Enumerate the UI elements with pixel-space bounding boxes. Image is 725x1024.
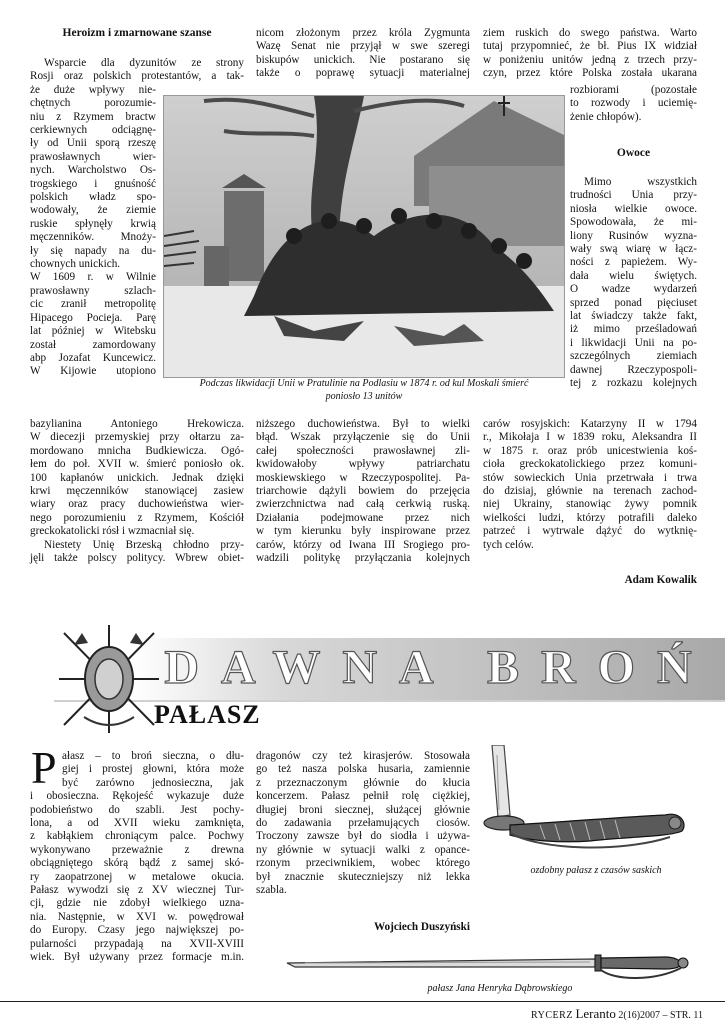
text-line: wodowały, że ziemie xyxy=(30,204,156,217)
text-line: czyn, przez które Polska została ukarana xyxy=(483,67,697,80)
text-line: wały swą wiarę w łącz- xyxy=(570,243,697,256)
text-line: rzonym przeciwnikiem, wobec którego xyxy=(256,857,470,870)
dabrowski-palasz-caption: pałasz Jana Henryka Dąbrowskiego xyxy=(427,983,573,994)
text-line: wiary oraz pracy duchowieństwa wier- xyxy=(30,498,244,511)
text-line: pularności przypadają na XVII-XVIII xyxy=(30,937,244,950)
text-line: niosła wielkie owoce. xyxy=(570,202,697,215)
text-line: że duże wpływy nie- xyxy=(30,83,156,96)
text-line: Działania podejmowane przez nich xyxy=(256,511,470,524)
article1-column1-top xyxy=(30,57,244,84)
text-line: r., Mikołaja I w 1839 roku, Aleksandra II xyxy=(483,431,697,444)
text-line: do zadawania przełamujących ciosów. xyxy=(256,817,470,830)
text-line: chownych unickich. xyxy=(30,258,121,271)
banner-subtitle: PAŁASZ xyxy=(154,700,261,729)
text-line: dała wielu świętych. xyxy=(570,269,697,282)
text-line: prawosławny szlach- xyxy=(30,284,156,297)
text-line: mordowano mnicha Budkiewicza. Ogó- xyxy=(30,444,244,457)
text-line: do dzisiaj, głównie na terenach zachod- xyxy=(483,485,697,498)
saxon-palasz-illustration xyxy=(470,745,700,860)
text-line: krwi męczenników stanowiącej zasiew xyxy=(30,485,244,498)
text-line: długiej broni siecznej, służącej głównie xyxy=(256,803,470,816)
article2-column1 xyxy=(30,790,244,964)
text-line: był znacznie skuteczniejszy niż lekka xyxy=(256,870,470,883)
text-line: iż mimo prześladowań xyxy=(570,323,697,336)
text-line: ry zaopatrzonej w metalowe okucia. xyxy=(30,870,244,883)
drop-cap-letter: P xyxy=(31,742,57,793)
article1-column1-bottom xyxy=(30,418,244,565)
text-line: triarchowie dążyli bowiem do przejęcia xyxy=(256,485,470,498)
text-line: w tym kierunku były inspirowane przez xyxy=(256,525,470,538)
text-line: w poniżeniu unitów jedną z trzech przy- xyxy=(483,53,697,66)
text-line: niższego duchowieństwa. Był to wielki xyxy=(256,418,470,430)
text-line: ły się napady na du- xyxy=(30,244,156,257)
footer-prefix: RYCERZ xyxy=(531,1010,573,1021)
text-line: szczególnych ziemiach xyxy=(570,350,697,363)
text-line: ałasz – to broń sieczna, o dłu- xyxy=(62,750,244,762)
text-line: całej społeczności prawosławnej zli- xyxy=(256,444,470,457)
footer-issue: 2(16)2007 – STR. 11 xyxy=(618,1010,703,1021)
text-line: prawosławnych wier- xyxy=(30,150,156,163)
author-signature: Adam Kowalik xyxy=(624,574,697,586)
text-line: nego porozumieniu z Rzymem, Kościół xyxy=(30,511,244,524)
text-line: carów, którzy od Iwana III Srogiego pro- xyxy=(256,538,470,551)
text-line: ności z papieżem. Wy- xyxy=(570,256,697,269)
text-line: dragonów czy też kirasjerów. Stosowała xyxy=(256,750,470,762)
text-line: lat później w Witebsku xyxy=(30,325,156,338)
article1-column2-top xyxy=(256,27,470,81)
text-line: 100 kapłanów unickich. Jednak dzięki xyxy=(30,471,244,484)
article2-column2 xyxy=(256,750,470,897)
text-line: wadzili politykę przyłączania kolejnych xyxy=(256,552,470,565)
text-line: lat świadczy także fakt, xyxy=(570,310,697,323)
painting-sketch xyxy=(164,96,565,378)
text-line: wiek. Był używany przez formacje m.in. xyxy=(30,951,244,964)
text-line: niu z Rzymem bractw xyxy=(30,110,156,123)
crossed-weapons-emblem-icon xyxy=(54,625,164,733)
text-line: koncerzem. Pałasz pełnił rolę ciężkiej, xyxy=(256,790,470,803)
text-line: sprzed ponad pięciuset xyxy=(570,296,697,309)
section-subheading: Owoce xyxy=(616,147,651,159)
text-line: carów rosyjskich: Katarzyny II w 1794 xyxy=(483,418,697,430)
text-line: dawnej Rzeczypospoli- xyxy=(570,363,697,376)
text-line: greckokatolicki rósł i wzmacniał się. xyxy=(30,525,195,538)
text-line: tej z rozkazu kolejnych xyxy=(570,377,697,390)
text-line: nia. Następnie, w XVI w. powędrował xyxy=(30,910,244,923)
text-line: jęli także polscy politycy. Wbrew obiet- xyxy=(30,552,244,565)
text-line: łem do poł. XVII w. śmierć poniosło ok. xyxy=(30,458,244,471)
text-line: O wadze wydarzeń xyxy=(570,283,697,296)
text-line: cji, gdzie nie zdobył wielkiego uzna- xyxy=(30,897,244,910)
text-line: wielkości ludzi, którzy potrafili daleko xyxy=(483,511,697,524)
text-line: Rosji oraz polskich protestantów, a tak- xyxy=(30,70,244,83)
text-line: Troczony zawsze był do siodła i używa- xyxy=(256,830,470,843)
text-line: trogskiego i gnuśność xyxy=(30,177,156,190)
text-line: z kabłąkiem chroniącym palce. Pochwy xyxy=(30,830,244,843)
article1-column3-bottom xyxy=(483,418,697,552)
article1-column3-right xyxy=(570,84,697,124)
text-line: abp Jozafat Kuncewicz. xyxy=(30,351,156,364)
caption-line: poniosło 13 unitów xyxy=(325,390,403,402)
text-line: to rozwody i uciemię- xyxy=(570,97,697,110)
text-line: szabla. xyxy=(256,884,287,897)
text-line: bazylianina Antoniego Hrekowicza. xyxy=(30,418,244,430)
painting-caption xyxy=(163,378,565,403)
text-line: Hipacego Pocieja. Parę xyxy=(30,311,156,324)
pratulin-martyrs-painting xyxy=(163,95,565,378)
text-line: Mimo wszystkich xyxy=(584,176,697,188)
text-line: tutaj przypomnieć, że bł. Pius IX widział xyxy=(483,40,697,53)
text-line: W diecezji przemyskiej przy ołtarzu za- xyxy=(30,431,244,444)
text-line: Pałasz wywodzi się z XV wiecznej Tur- xyxy=(30,884,244,897)
text-line: liony Rusinów wyzna- xyxy=(570,229,697,242)
text-line: i obosieczna. Rękojeść wykazuje duże xyxy=(30,790,244,803)
text-line: moskiewskiego w Rzeczypospolitej. Pa- xyxy=(256,471,470,484)
article2-column1-dropcap-lines xyxy=(62,750,244,790)
article1-column1-narrow xyxy=(30,84,156,379)
text-line: kwidowałoby wpływy patriarchatu xyxy=(256,458,470,471)
article-heading: Heroizm i zmarnowane szanse xyxy=(62,27,212,39)
text-line: wykonywano przeważnie z drewna xyxy=(30,843,244,856)
text-line: został zamordowany xyxy=(30,338,156,351)
article1-column2-bottom xyxy=(256,418,470,565)
text-line: i likwidacji Unii na po- xyxy=(570,336,697,349)
text-line: lona, a od XVII wieku zamknięta, xyxy=(30,817,244,829)
text-line: żenie chłopów). xyxy=(570,110,642,123)
text-line: także o poprawę sytuacji materialnej xyxy=(256,67,470,80)
text-line: nicom złożonym przez króla Zygmunta xyxy=(256,27,470,39)
page-footer xyxy=(531,1006,703,1022)
text-line: zwierzchnictwa nad całą cerkwią ruską. xyxy=(256,498,470,511)
text-line: podobieństwo do szabli. Jest pochy- xyxy=(30,803,244,816)
text-line: ny głównie w sytuacji walki z opance- xyxy=(256,843,470,856)
text-line: Wsparcie dla dyzunitów ze strony xyxy=(44,57,244,69)
text-line: błąd. Wszak przyłączenie się do Unii xyxy=(256,431,470,444)
text-line: Spowodowała, że mi- xyxy=(570,216,697,229)
text-line: nych. Warcholstwo Os- xyxy=(30,164,156,177)
banner-title: DAWNA BROŃ xyxy=(164,641,714,694)
saxon-palasz-caption: ozdobny pałasz z czasów saskich xyxy=(530,865,662,876)
text-line: rozbiorami (pozostałe xyxy=(570,84,697,96)
text-line: cic zranił metropolitę xyxy=(30,298,156,311)
text-line: ziem ruskich do swego państwa. Warto xyxy=(483,27,697,39)
text-line: biskupów unickich. Nie postarano się xyxy=(256,53,470,66)
text-line: cioła greckokatolickiego przez komuni- xyxy=(483,458,697,471)
text-line: Wazę Senat nie przyjął w swe szeregi xyxy=(256,40,470,53)
text-line: ły od Unii sporą rzeszę xyxy=(30,137,156,150)
text-line: niej Ukrainy, stanowiąc żywy pomnik xyxy=(483,498,697,511)
caption-line: Podczas likwidacji Unii w Pratulinie na Podlasiu w 1874 r. od kul Moskali śmierć xyxy=(199,378,529,389)
text-line: z przeznaczonym głównie do kłucia xyxy=(256,776,470,789)
text-line: być zarówno jednosieczna, jak xyxy=(62,776,244,789)
text-line: stów sowieckich Unia przetrwała i trwa xyxy=(483,471,697,484)
text-line: chętnych porozumie- xyxy=(30,97,156,110)
text-line: W 1609 r. w Wilnie xyxy=(30,271,156,284)
text-line: giej i prostej głowni, która może xyxy=(62,763,244,776)
text-line: męczenników. Mnoży- xyxy=(30,231,156,244)
text-line: do Europy. Czasy jego największej po- xyxy=(30,924,244,937)
text-line: W Kijowie utopiono xyxy=(30,365,156,378)
text-line: cerkiewnych odciągnę- xyxy=(30,124,156,137)
text-line: w 1875 r. oraz prób unicestwienia koś- xyxy=(483,444,697,457)
footer-brand: Leranto xyxy=(575,1006,616,1021)
text-line: patrzeć i wytrwale dążyć do wytknię- xyxy=(483,525,697,538)
section-banner xyxy=(54,625,725,733)
text-line: trudności Unia przy- xyxy=(570,189,697,202)
text-line: polskich władz spo- xyxy=(30,191,156,204)
author-signature: Wojciech Duszyński xyxy=(373,921,470,933)
article1-column3-mid xyxy=(570,176,697,391)
footer-rule xyxy=(0,1001,725,1002)
text-line: obciągniętego skórą bądź z samej skó- xyxy=(30,857,244,870)
dabrowski-palasz-illustration xyxy=(285,937,705,982)
article1-column3-top xyxy=(483,27,697,81)
text-line: ruskie spłynęły krwią xyxy=(30,217,156,230)
text-line: go też nasza polska husaria, zamiennie xyxy=(256,763,470,776)
text-line: Niestety Unię Brzeską chłodno przy- xyxy=(44,538,244,551)
text-line: tych celów. xyxy=(483,538,534,551)
